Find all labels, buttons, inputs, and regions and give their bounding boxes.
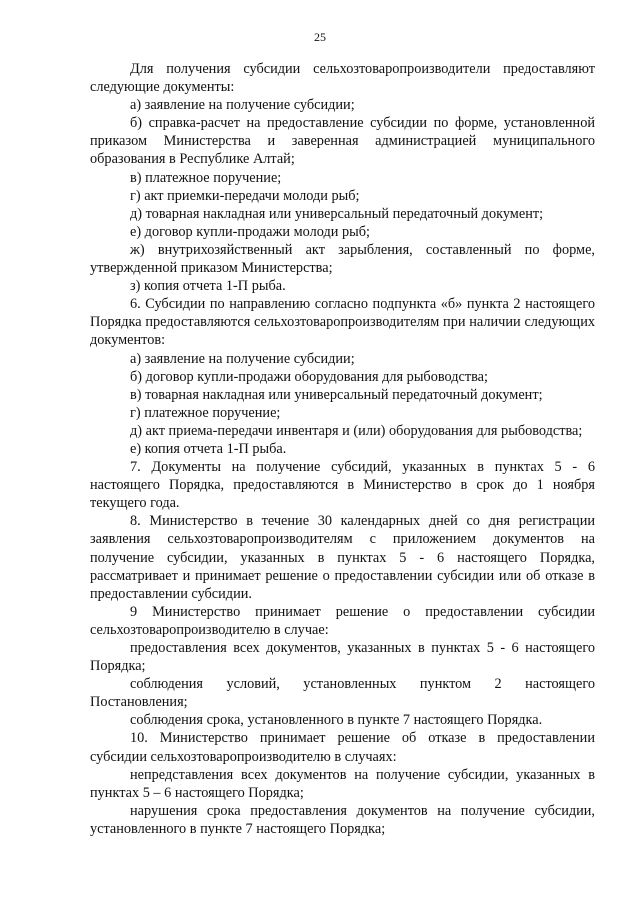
clause-10-case-1: непредставления всех документов на получение субсидии, указанных в пунктах 5 – 6 настоящего Порядка; (90, 766, 595, 801)
clause-9-condition-2: соблюдения условий, установленных пунктом 2 настоящего Постановления; (90, 676, 595, 711)
clause-8: 8. Министерство в течение 30 календарных дней со дня регистрации заявления сельхозтоваропроизводителям с приложением документов на получение субсидии, указанных в пунктах 5 - 6 настоящего Порядка, рассматривает и принимает решение о предоставлении субсидии или об отказе в предоставлении субсидии. (90, 513, 595, 602)
list-item-z: з) копия отчета 1-П рыба. (130, 278, 286, 295)
list-item-d: д) товарная накладная или универсальный передаточный документ; (130, 205, 544, 222)
page-number: 25 (314, 30, 326, 44)
paragraph-docs-intro: Для получения субсидии сельхозтоваропроизводители предоставляют следующие документы: (90, 61, 595, 96)
clause-10: 10. Министерство принимает решение об отказе в предоставлении субсидии сельхозтоваропроизводителю в случаях: (90, 730, 595, 765)
clause-9-condition-3: соблюдения срока, установленного в пункте 7 настоящего Порядка. (130, 712, 543, 729)
clause-10-case-2: нарушения срока предоставления документов на получение субсидии, установленного в пункте 7 настоящего Порядка; (90, 802, 595, 837)
list-item-v: в) платежное поручение; (130, 169, 282, 186)
clause-6-item-d: д) акт приема-передачи инвентаря и (или) оборудования для рыбоводства; (130, 422, 583, 439)
list-item-zh: ж) внутрихозяйственный акт зарыбления, составленный по форме, утвержденной приказом Министерства; (90, 241, 595, 277)
clause-9: 9 Министерство принимает решение о предоставлении субсидии сельхозтоваропроизводителю в случае: (90, 603, 595, 638)
list-item-g: г) акт приемки-передачи молоди рыб; (130, 187, 360, 204)
clause-6-item-e: е) копия отчета 1-П рыба. (130, 440, 287, 457)
list-item-e: е) договор купли-продажи молоди рыб; (130, 223, 371, 240)
clause-6-item-a: а) заявление на получение субсидии; (130, 350, 355, 367)
clause-7: 7. Документы на получение субсидий, указанных в пунктах 5 - 6 настоящего Порядка, предоставляются в Министерство в срок до 1 ноября текущего года. (90, 459, 595, 512)
clause-6: 6. Субсидии по направлению согласно подпункта «б» пункта 2 настоящего Порядка предоставляются сельхозтоваропроизводителям при наличии следующих документов: (90, 296, 595, 349)
clause-9-condition-1: предоставления всех документов, указанных в пунктах 5 - 6 настоящего Порядка; (90, 640, 595, 675)
clause-6-item-g: г) платежное поручение; (130, 404, 281, 421)
list-item-b: б) справка-расчет на предоставление субсидии по форме, установленной приказом Министерства и заверенная администрацией муниципального образования в Республике Алтай; (90, 115, 595, 168)
clause-6-item-v: в) товарная накладная или универсальный передаточный документ; (130, 386, 543, 403)
clause-6-item-b: б) договор купли-продажи оборудования для рыбоводства; (130, 368, 488, 385)
document-body (90, 60, 595, 838)
list-item-a: а) заявление на получение субсидии; (130, 97, 355, 114)
